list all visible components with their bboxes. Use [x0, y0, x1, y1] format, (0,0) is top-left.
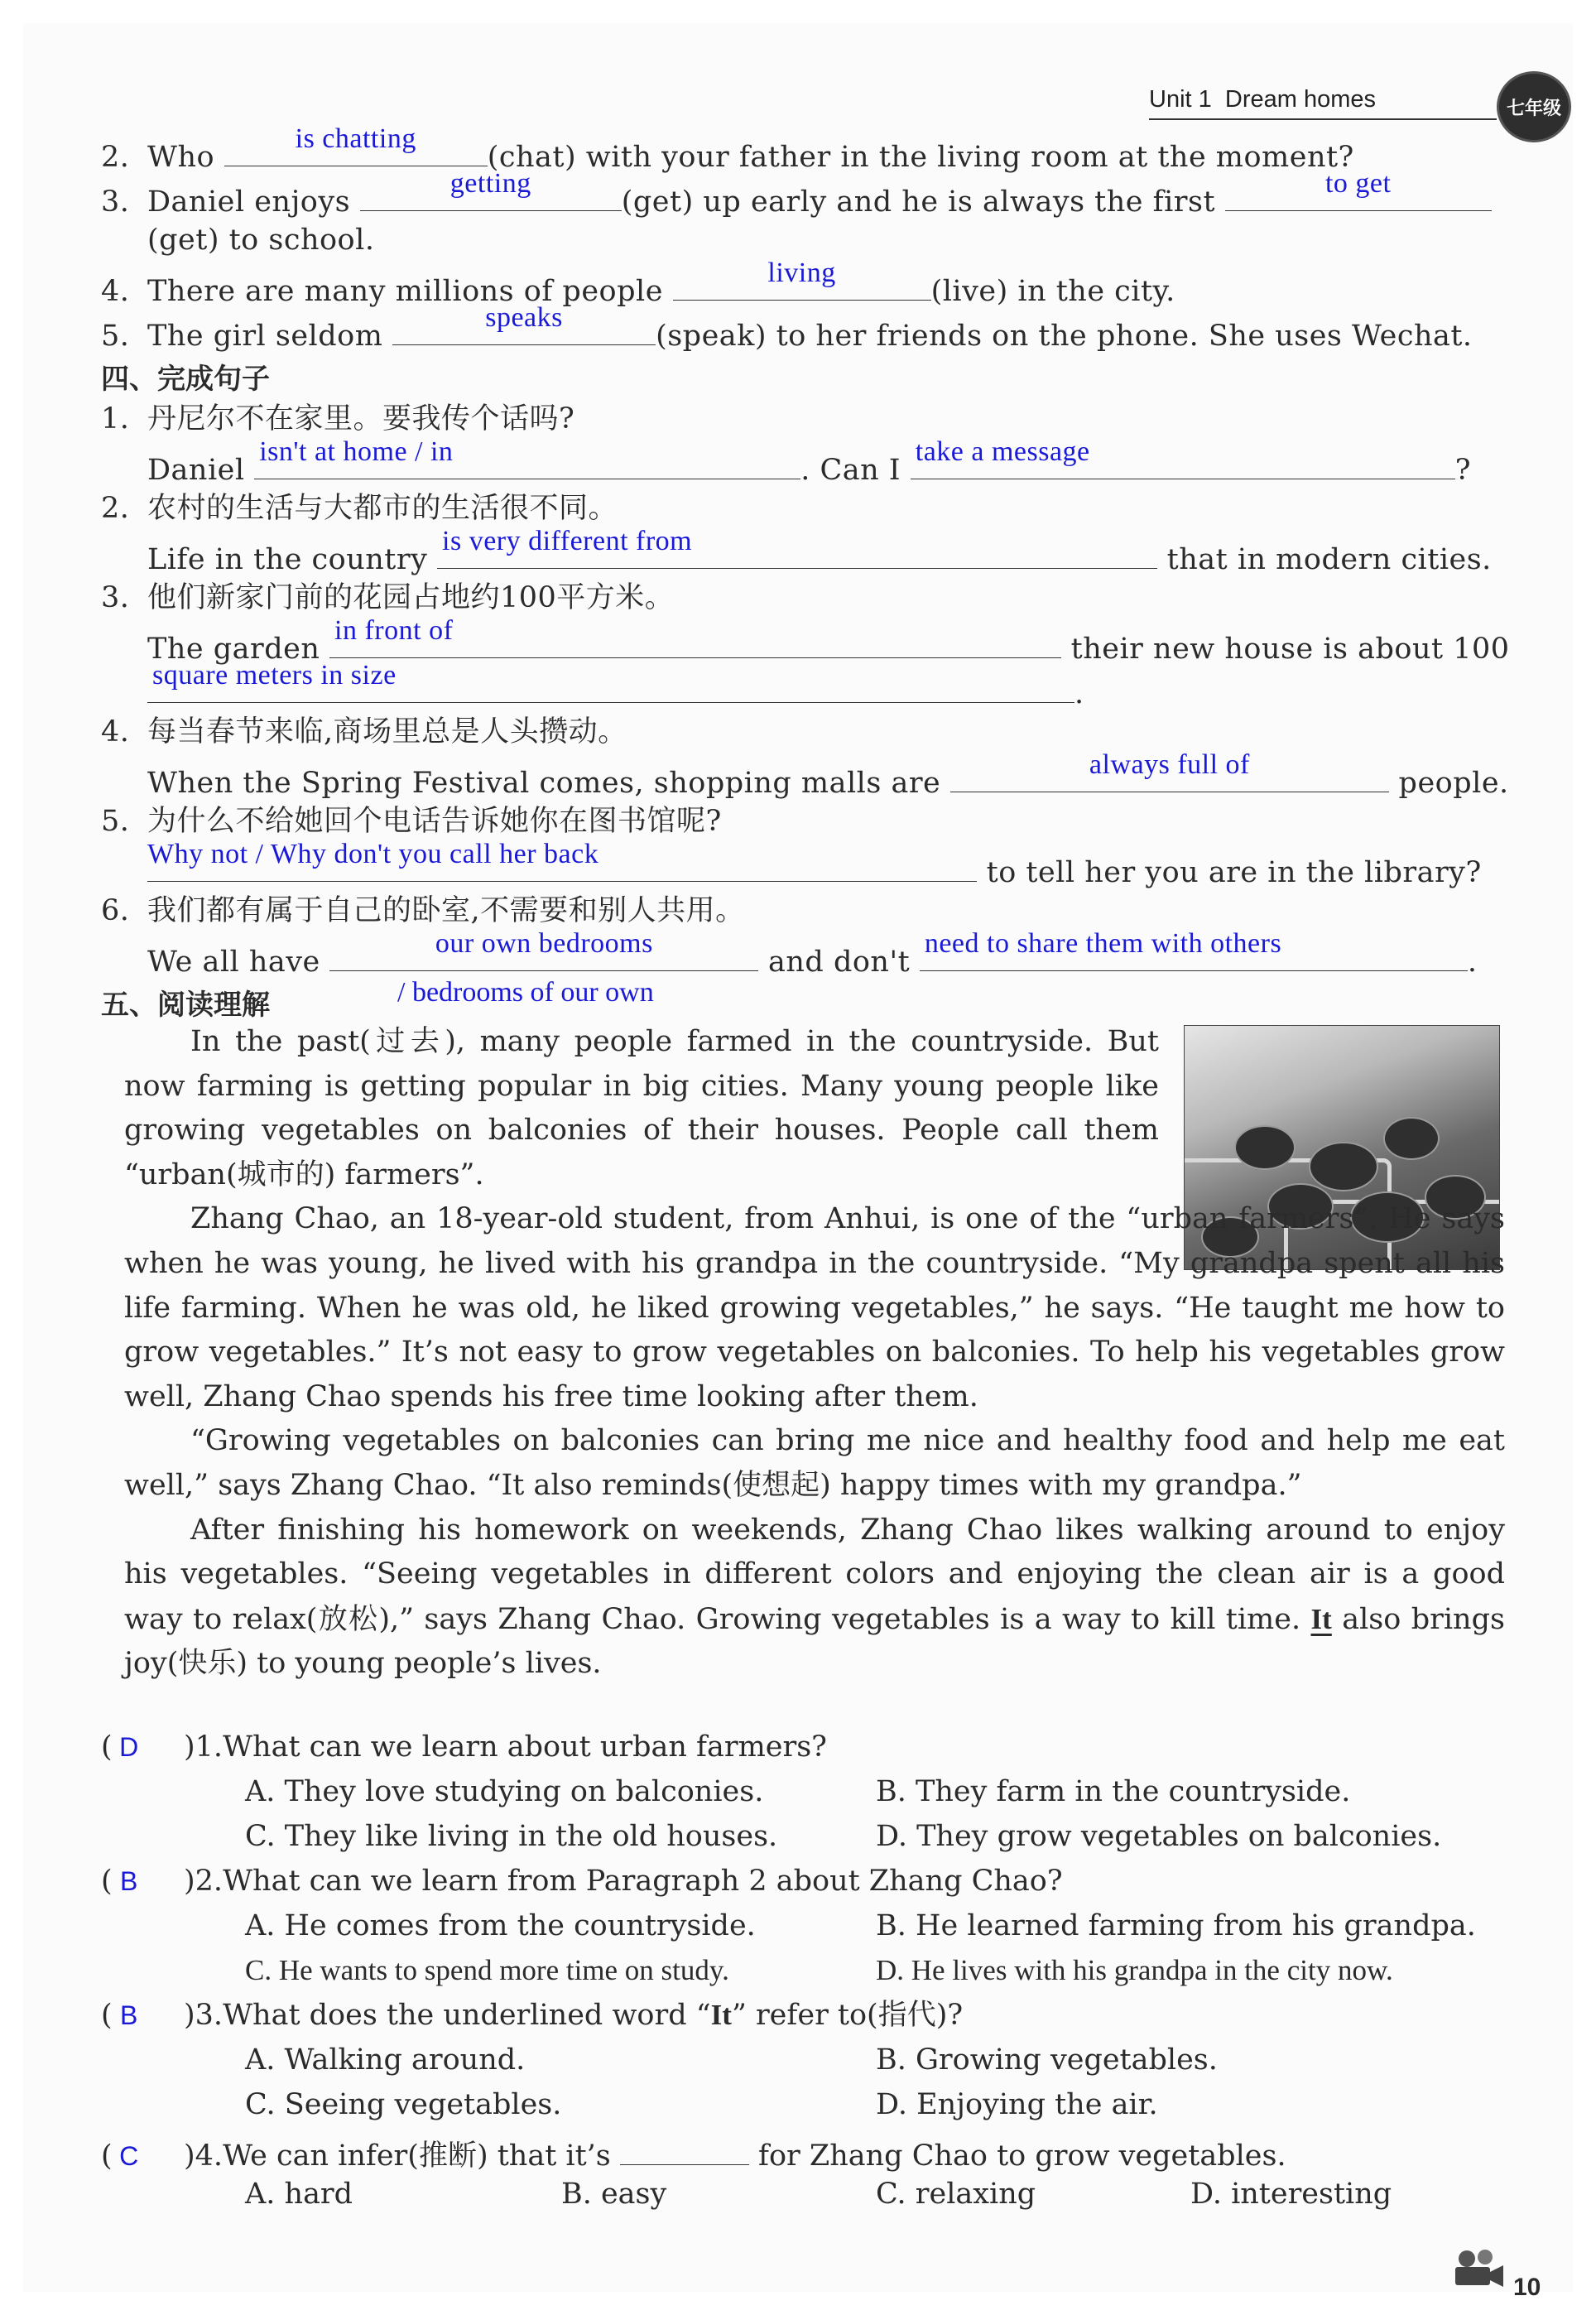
- exercise-item: 2. Who is chatting (chat) with your father in the living room at the moment?: [101, 123, 1354, 174]
- answer-blank[interactable]: square meters in size: [147, 669, 1074, 703]
- answer-blank[interactable]: is very different from: [437, 535, 1157, 569]
- sentence-cn: 4. 每当春节来临,商场里总是人头攒动。: [101, 715, 627, 748]
- sentence-cn: 3. 他们新家门前的花园占地约100平方米。: [101, 581, 675, 614]
- sentence-en: We all have our own bedrooms and don't need to share them with others .: [147, 928, 1478, 979]
- option[interactable]: C. Seeing vegetables.: [245, 2088, 562, 2121]
- answer-blank[interactable]: to get: [1225, 177, 1492, 211]
- option[interactable]: A. Walking around.: [245, 2043, 526, 2077]
- question: ( D )1.What can we learn about urban farmers?: [101, 1730, 827, 1764]
- unit-header: Unit 1 Dream homes: [1149, 86, 1377, 113]
- paragraph: In the past(过去), many people farmed in the countryside. But now farming is getting popular in big cities. Many young people like growing vegetables on balconies of their houses. People call them “urban(城市的) farmers”.: [124, 1025, 1159, 1191]
- answer-blank[interactable]: always full of: [950, 758, 1389, 792]
- question: ( B )2.What can we learn from Paragraph 2 about Zhang Chao?: [101, 1865, 1063, 1898]
- paragraph: Zhang Chao, an 18-year-old student, from Anhui, is one of the “urban farmers”. He says when he was young, he lived with his grandpa in the countryside. “My grandpa spent all his life farming. When he was old, he liked growing vegetables,” he says. “He taught me how to grow vegetables.” It’s not easy to grow vegetables on balconies. To help his vegetables grow well, Zhang Chao spends his free time looking after them.: [124, 1202, 1505, 1413]
- answer-letter[interactable]: C: [119, 2141, 139, 2171]
- page-number: 10: [1513, 2274, 1541, 2301]
- option[interactable]: D. They grow vegetables on balconies.: [876, 1820, 1442, 1853]
- question: ( B )3.What does the underlined word “It” refer to(指代)?: [101, 1999, 964, 2032]
- sentence-en: When the Spring Festival comes, shopping malls are always full of people.: [147, 749, 1509, 800]
- option[interactable]: A. They love studying on balconies.: [245, 1775, 764, 1808]
- option[interactable]: C. They like living in the old houses.: [245, 1820, 778, 1853]
- option[interactable]: D. He lives with his grandpa in the city now.: [876, 1954, 1393, 1986]
- section-title-complete-sentences: 四、完成句子: [101, 363, 270, 396]
- answer-blank[interactable]: speaks: [392, 311, 656, 345]
- header-rule: [1149, 118, 1497, 120]
- answer-blank[interactable]: living: [673, 267, 931, 301]
- underlined-word: It: [1310, 1602, 1332, 1635]
- exercise-item: 3. Daniel enjoys getting (get) up early and he is always the first to get: [101, 177, 1492, 220]
- answer-letter[interactable]: B: [119, 2000, 138, 2030]
- answer-blank[interactable]: take a message: [911, 445, 1455, 479]
- option[interactable]: A. hard: [245, 2178, 353, 2211]
- option[interactable]: B. They farm in the countryside.: [876, 1775, 1351, 1808]
- page: [23, 23, 1573, 2301]
- option[interactable]: B. easy: [561, 2178, 667, 2211]
- sentence-cn: 5. 为什么不给她回个电话告诉她你在图书馆呢?: [101, 805, 722, 838]
- grade-badge: 七年级: [1497, 71, 1571, 142]
- alternative-answer: / bedrooms of our own: [397, 977, 654, 1008]
- answer-blank[interactable]: getting: [360, 177, 622, 211]
- answer-blank[interactable]: Why not / Why don't you call her back: [147, 848, 977, 882]
- answer-letter[interactable]: D: [119, 1732, 139, 1762]
- answer-blank[interactable]: our own bedrooms: [329, 937, 758, 971]
- exercise-item: 4. There are many millions of people living (live) in the city.: [101, 257, 1175, 308]
- exercise-item-continued: (get) to school.: [147, 224, 375, 257]
- question: ( C )4.We can infer(推断) that it’s for Zhang Chao to grow vegetables.: [101, 2131, 1286, 2174]
- sentence-en-continued: square meters in size .: [147, 669, 1084, 712]
- sentence-en: The garden in front of their new house is about 100: [147, 615, 1510, 666]
- option[interactable]: D. Enjoying the air.: [876, 2088, 1158, 2121]
- sentence-en: Daniel isn't at home / in . Can I take a message ?: [147, 436, 1472, 487]
- option[interactable]: A. He comes from the countryside.: [245, 1909, 756, 1942]
- option[interactable]: C. relaxing: [876, 2178, 1036, 2211]
- option[interactable]: C. He wants to spend more time on study.: [245, 1954, 729, 1986]
- answer-letter[interactable]: B: [119, 1866, 138, 1896]
- sentence-cn: 2. 农村的生活与大都市的生活很不同。: [101, 492, 618, 525]
- camera-icon: [1449, 2247, 1505, 2289]
- exercise-item: 5. The girl seldom speaks (speak) to her friends on the phone. She uses Wechat.: [101, 302, 1473, 353]
- sentence-en: Why not / Why don't you call her back to tell her you are in the library?: [147, 839, 1482, 889]
- answer-blank[interactable]: need to share them with others: [920, 937, 1468, 971]
- paragraph: After finishing his homework on weekends, Zhang Chao likes walking around to enjoy his vegetables. “Seeing vegetables in different colors and enjoying the clean air is a good way to relax(放松),” says Zhang Chao. Growing vegetables is a way to kill time. It also brings joy(快乐) to young people’s lives.: [124, 1513, 1505, 1681]
- sentence-cn: 6. 我们都有属于自己的卧室,不需要和别人共用。: [101, 894, 745, 927]
- option[interactable]: D. interesting: [1190, 2178, 1392, 2211]
- answer-blank[interactable]: isn't at home / in: [254, 445, 800, 479]
- sentence-en: Life in the country is very different from that in modern cities.: [147, 526, 1492, 576]
- option[interactable]: B. Growing vegetables.: [876, 2043, 1218, 2077]
- paragraph: “Growing vegetables on balconies can bring me nice and healthy food and help me eat well,” says Zhang Chao. “It also reminds(使想起) happy times with my grandpa.”: [124, 1424, 1505, 1502]
- section-title-reading: 五、阅读理解: [101, 989, 270, 1022]
- option[interactable]: B. He learned farming from his grandpa.: [876, 1909, 1476, 1942]
- reading-passage: [124, 1020, 1505, 1687]
- sentence-cn: 1. 丹尼尔不在家里。要我传个话吗?: [101, 402, 575, 436]
- answer-blank[interactable]: is chatting: [224, 132, 488, 166]
- answer-blank[interactable]: [620, 2131, 749, 2165]
- answer-blank[interactable]: in front of: [329, 624, 1061, 658]
